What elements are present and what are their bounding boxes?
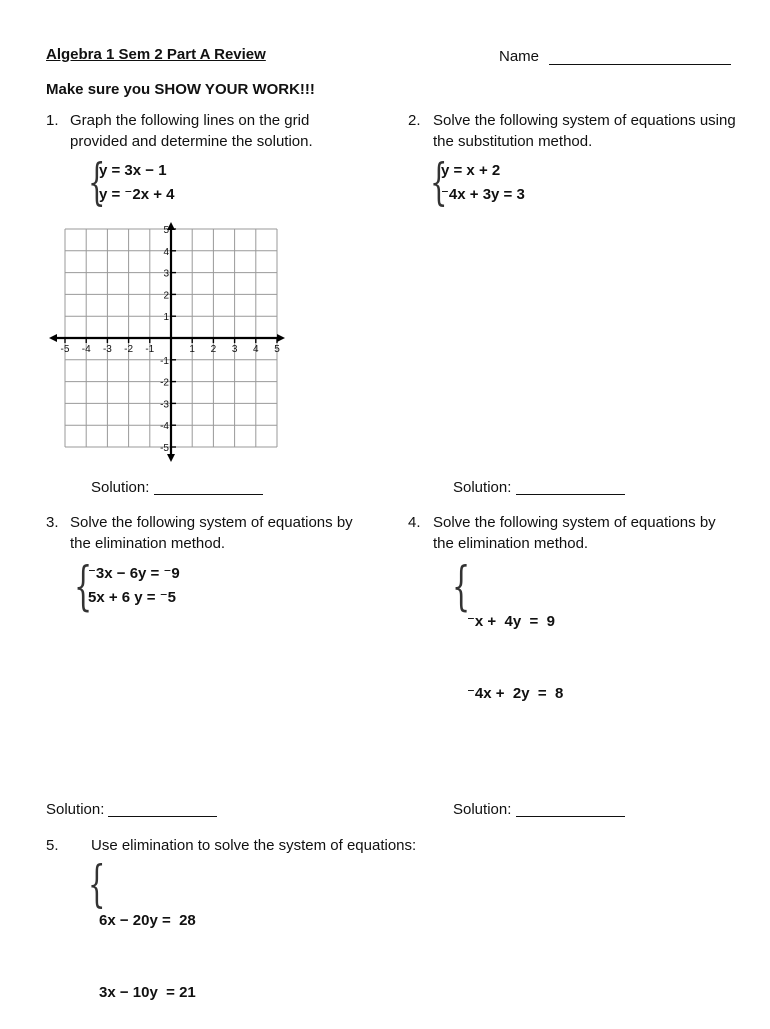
q2-number: 2. [408,112,421,129]
x-tick-label: -3 [102,344,112,355]
name-label: Name [499,48,540,65]
coordinate-grid[interactable] [45,222,295,467]
x-tick-label: 5 [274,344,280,355]
q3-eq1: ⁻3x − 6y = ⁻9 [88,565,180,582]
q5-number: 5. [46,837,59,854]
q4-system-brace: { [452,557,471,617]
q1-prompt-line1: Graph the following lines on the grid [70,112,310,129]
q4-number: 4. [408,514,421,531]
q4-solution-line[interactable] [516,816,625,817]
q1-eq1: y = 3x − 1 [99,162,167,179]
q1-system [99,159,174,207]
x-tick-label: 4 [253,344,259,355]
q1-solution-line[interactable] [154,494,263,495]
y-tick-label: 4 [163,246,169,258]
q3-prompt-line1: Solve the following system of equations by [70,514,353,531]
y-tick-label: 1 [163,312,169,324]
q4-system [467,562,563,730]
q5-system-brace: { [88,855,106,913]
y-tick-label: -1 [160,355,169,367]
q2-eq1: y = x + 2 [441,162,501,179]
q2-solution-label: Solution: [453,479,512,496]
q2-prompt-line1: Solve the following system of equations using [433,112,736,129]
x-axis-arrow-right [277,334,285,342]
q1-prompt [70,110,313,152]
q5-eq1: 6x − 20y = 28 [99,912,196,929]
q1-number: 1. [46,112,59,129]
y-tick-label: -5 [160,443,169,454]
q2-solution-line[interactable] [516,494,625,495]
x-axis-arrow-left [49,334,57,342]
x-tick-label: 2 [210,344,217,355]
q3-system [88,562,180,610]
q2-system-brace: { [430,153,448,211]
x-tick-label: -4 [81,344,91,355]
x-tick-label: -1 [145,344,155,355]
q3-eq2: 5x + 6 y = ⁻5 [88,589,176,606]
y-axis-arrow-down [167,454,175,462]
q2-prompt [433,110,736,152]
q4-eq1: ⁻x + 4y = 9 [467,613,555,630]
y-tick-label: 3 [163,268,169,280]
q2-eq2: ⁻4x + 3y = 3 [441,186,525,203]
y-tick-label: -3 [160,399,169,411]
y-tick-label: 5 [163,225,169,236]
page-title: Algebra 1 Sem 2 Part A Review [46,46,266,63]
q3-solution-line[interactable] [108,816,217,817]
y-tick-label: -4 [160,421,169,433]
q4-solution-label: Solution: [453,801,512,818]
q4-eq2: ⁻4x + 2y = 8 [467,685,564,702]
x-tick-label: -5 [60,344,70,355]
q3-system-brace: { [74,557,93,617]
q5-eq2: 3x − 10y = 21 [99,984,196,1001]
q3-prompt-line2: the elimination method. [70,535,226,552]
y-tick-label: 2 [163,290,169,302]
instructions: Make sure you SHOW YOUR WORK!!! [46,81,315,98]
x-tick-label: 3 [231,344,238,355]
q2-prompt-line2: the substitution method. [433,133,593,150]
q1-solution-label: Solution: [91,479,150,496]
y-tick-label: -2 [160,377,169,389]
q5-prompt: Use elimination to solve the system of equations: [91,837,417,854]
q3-number: 3. [46,514,59,531]
q5-system [99,861,196,1029]
q4-prompt-line1: Solve the following system of equations by [433,514,716,531]
q3-solution-label: Solution: [46,801,105,818]
q3-prompt [70,512,353,554]
q1-eq2: y = ⁻2x + 4 [99,186,175,203]
name-field-line[interactable] [549,64,731,65]
q1-prompt-line2: provided and determine the solution. [70,133,313,150]
q2-system [441,159,525,207]
q1-system-brace: { [88,153,106,211]
x-tick-label: 1 [189,344,195,355]
q4-prompt [433,512,716,554]
x-tick-label: -2 [124,344,134,355]
q4-prompt-line2: the elimination method. [433,535,589,552]
